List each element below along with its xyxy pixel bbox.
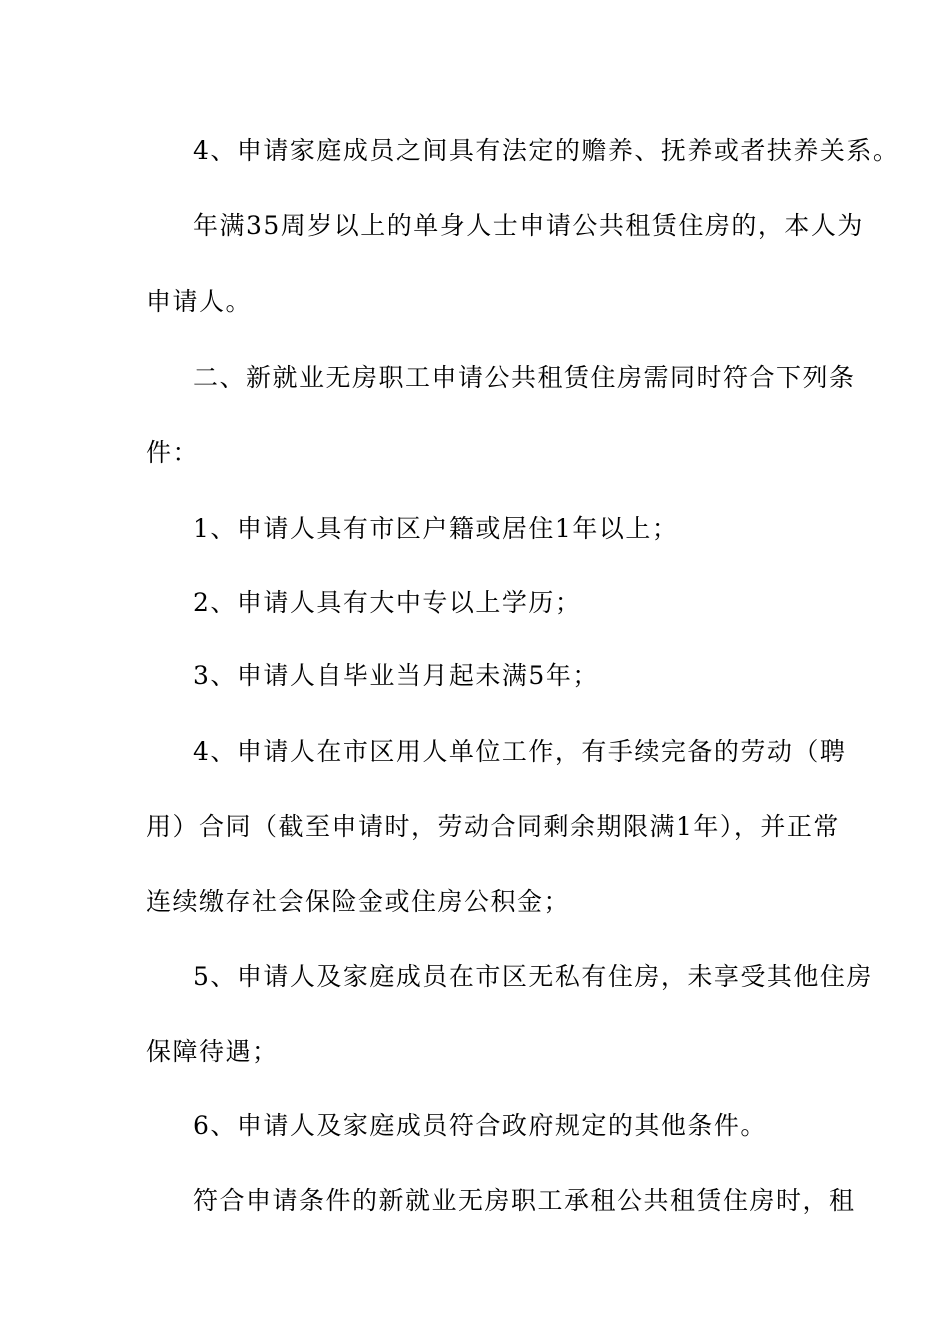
paragraph-line: 年满35周岁以上的单身人士申请公共租赁住房的，本人为 (193, 211, 864, 240)
list-item: 3、申请人自毕业当月起未满5年； (193, 661, 599, 690)
paragraph-line: 符合申请条件的新就业无房职工承租公共租赁住房时，租 (193, 1186, 856, 1215)
section-heading-line: 二、新就业无房职工申请公共租赁住房需同时符合下列条 (193, 363, 856, 392)
list-item: 1、申请人具有市区户籍或居住1年以上； (193, 514, 679, 543)
paragraph-line: 申请人。 (146, 287, 253, 316)
section-heading-line: 件： (146, 438, 200, 467)
list-item: 5、申请人及家庭成员在市区无私有住房，未享受其他住房 (193, 962, 873, 991)
list-item: 4、申请人在市区用人单位工作，有手续完备的劳动（聘 (193, 737, 847, 766)
list-item-continuation: 用）合同（截至申请时，劳动合同剩余期限满1年），并正常 (146, 812, 840, 841)
list-item-continuation: 连续缴存社会保险金或住房公积金； (146, 887, 571, 916)
list-item: 2、申请人具有大中专以上学历； (193, 588, 582, 617)
list-item-continuation: 保障待遇； (146, 1037, 279, 1066)
paragraph-line: 4、申请家庭成员之间具有法定的赡养、抚养或者扶养关系。 (193, 136, 900, 165)
list-item: 6、申请人及家庭成员符合政府规定的其他条件。 (193, 1111, 767, 1140)
